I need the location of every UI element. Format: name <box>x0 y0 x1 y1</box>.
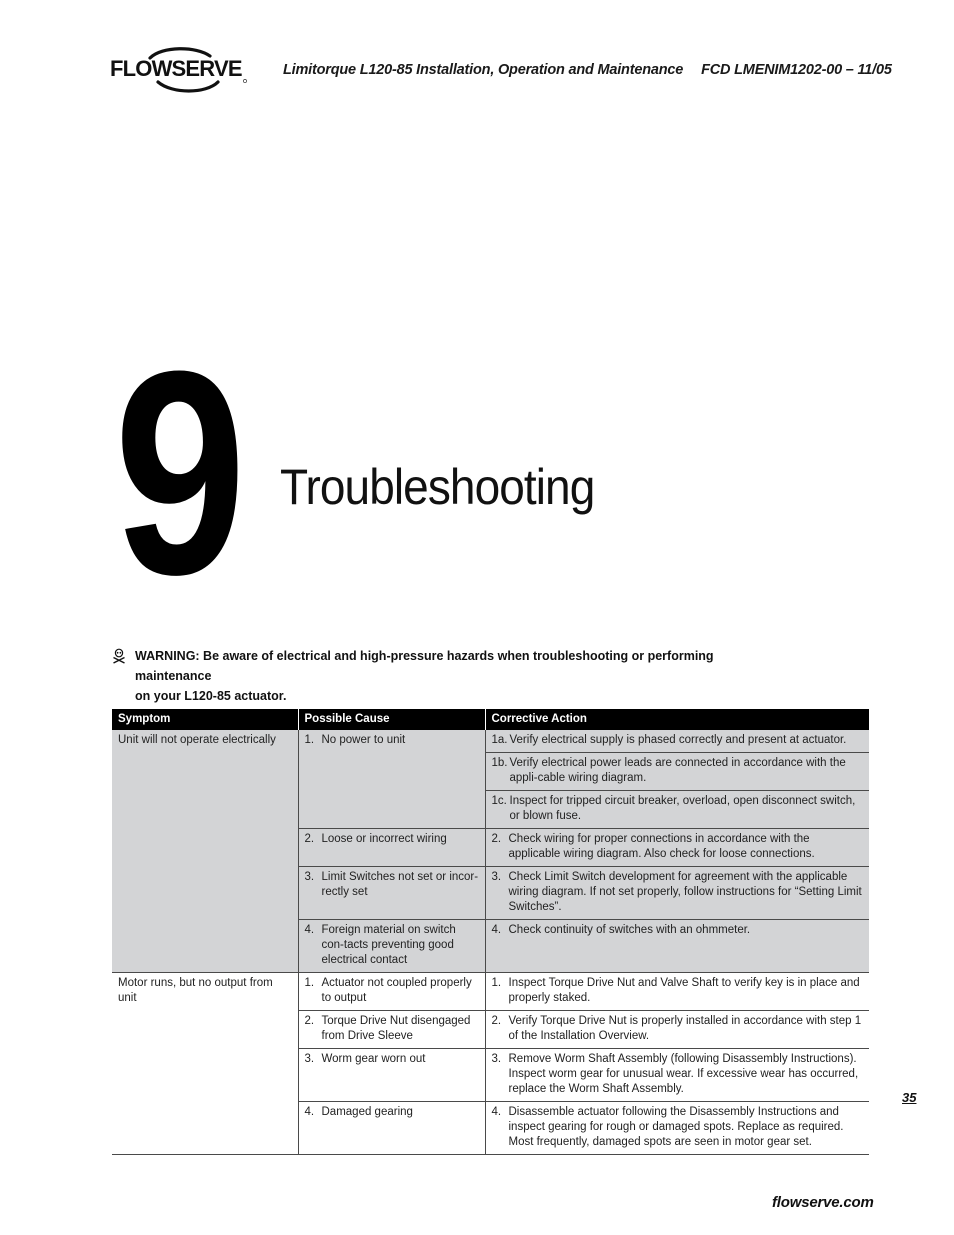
warning-notice <box>112 646 792 706</box>
action-cell: 3. Remove Worm Shaft Assembly (following Disassembly Instructions). Inspect worm gear for unusual wear. If excessive wear has occurred, replace the Worm Shaft Assembly. <box>485 1049 869 1102</box>
action-cell: 3. Check Limit Switch development for agreement with the applicable wiring diagram. If not set properly, follow instructions for “Setting Limit Switches”. <box>485 867 869 920</box>
doc-title: Limitorque L120-85 Installation, Operation and Maintenance <box>283 62 684 78</box>
doc-code: FCD LMENIM1202-00 – 11/05 <box>701 62 892 78</box>
logo-wordmark: FLOWSERVE <box>110 56 242 81</box>
action-cell: 1c. Inspect for tripped circuit breaker, overload, open disconnect switch, or blown fuse. <box>485 791 869 829</box>
column-header-corrective-action: Corrective Action <box>485 709 869 730</box>
cause-cell: 4. Foreign material on switch con-tacts preventing good electrical contact <box>298 920 485 973</box>
cause-cell: 3. Limit Switches not set or incor-rectly set <box>298 867 485 920</box>
symptom-cell: Motor runs, but no output from unit <box>112 973 298 1155</box>
skull-crossbones-icon <box>112 648 126 664</box>
table-header-row <box>112 709 869 730</box>
table-row <box>112 973 869 1011</box>
cause-cell: 2. Loose or incorrect wiring <box>298 829 485 867</box>
cause-cell: 2. Torque Drive Nut disengaged from Drive Sleeve <box>298 1011 485 1049</box>
page-number: 35 <box>902 1090 917 1105</box>
running-header <box>283 62 892 78</box>
cause-cell: 1. Actuator not coupled properly to output <box>298 973 485 1011</box>
cause-cell: 4. Damaged gearing <box>298 1102 485 1155</box>
warning-line-2: on your L120-85 actuator. <box>135 689 287 703</box>
flowserve-logo <box>110 44 250 96</box>
chapter-title: Troubleshooting <box>280 459 595 515</box>
column-header-symptom: Symptom <box>112 709 298 730</box>
action-cell: 1. Inspect Torque Drive Nut and Valve Shaft to verify key is in place and properly staked. <box>485 973 869 1011</box>
cause-cell: 1. No power to unit <box>298 730 485 829</box>
action-cell: 1a. Verify electrical supply is phased correctly and present at actuator. <box>485 730 869 753</box>
footer-url[interactable]: flowserve.com <box>772 1194 874 1211</box>
action-cell: 2. Verify Torque Drive Nut is properly installed in accordance with step 1 of the Installation Overview. <box>485 1011 869 1049</box>
troubleshooting-table <box>112 709 869 1155</box>
symptom-cell: Unit will not operate electrically <box>112 730 298 973</box>
chapter-number: 9 <box>114 311 242 635</box>
cause-cell: 3. Worm gear worn out <box>298 1049 485 1102</box>
action-cell: 2. Check wiring for proper connections in accordance with the applicable wiring diagram. Also check for loose connections. <box>485 829 869 867</box>
action-cell: 1b. Verify electrical power leads are connected in accordance with the appli-cable wiring diagram. <box>485 753 869 791</box>
warning-line-1: WARNING: Be aware of electrical and high-pressure hazards when troubleshooting or performing maintenance <box>135 649 714 683</box>
column-header-possible-cause: Possible Cause <box>298 709 485 730</box>
table-row <box>112 730 869 753</box>
action-cell: 4. Disassemble actuator following the Disassembly Instructions and inspect gearing for rough or damaged spots. Replace as required. Most frequently, damaged spots are seen in motor gear set. <box>485 1102 869 1155</box>
action-cell: 4. Check continuity of switches with an ohmmeter. <box>485 920 869 973</box>
